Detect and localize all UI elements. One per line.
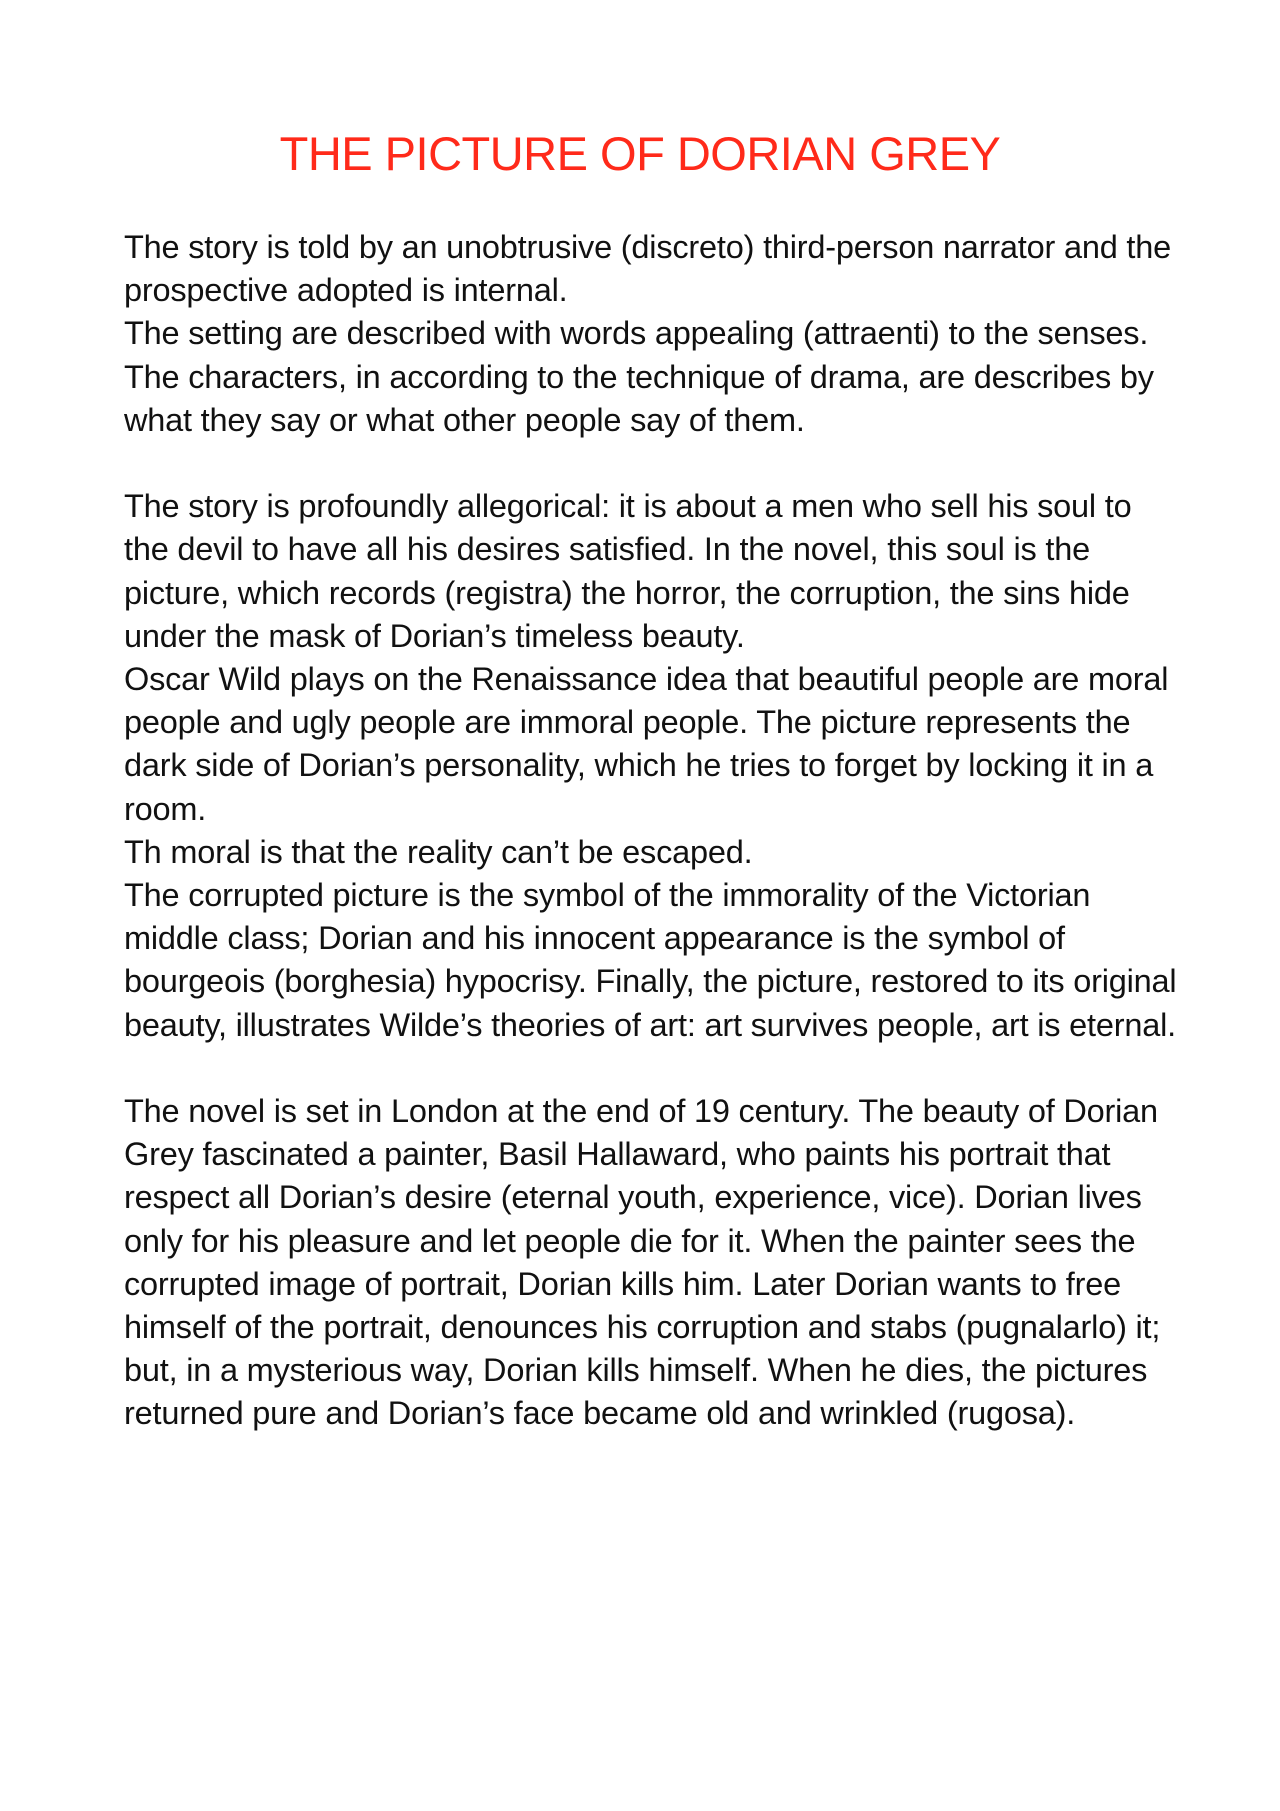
paragraph-narrator: The story is told by an unobtrusive (discreto) third-person narrator and the prospective adopted is internal. bbox=[124, 229, 1171, 309]
section-gap bbox=[124, 1047, 1184, 1090]
section-themes bbox=[124, 485, 1184, 1047]
paragraph-renaissance-idea: Oscar Wild plays on the Renaissance idea that beautiful people are moral people and ugly people are immoral people. The picture represents the dark side of Dorian’s personality, which he tries to forget by locking it in a room. bbox=[124, 661, 1169, 827]
document-title: THE PICTURE OF DORIAN GREY bbox=[279, 127, 1001, 180]
paragraph-setting: The setting are described with words appealing (attraenti) to the senses. bbox=[124, 315, 1149, 352]
paragraph-allegory: The story is profoundly allegorical: it is about a men who sell his soul to the devil to have all his desires satisfied. In the novel, this soul is the picture, which records (registra) the horror, the corruption, the sins hide under the mask of Dorian’s timeless beauty. bbox=[124, 488, 1132, 654]
paragraph-plot-summary: The novel is set in London at the end of 19 century. The beauty of Dorian Grey fascinated a painter, Basil Hallaward, who paints his portrait that respect all Dorian’s desire (eternal youth, experience, vice). Dorian lives only for his pleasure and let people die for it. When the painter sees the corrupted image of portrait, Dorian kills him. Later Dorian wants to free himself of the portrait, denounces his corruption and stabs (pugnalarlo) it; but, in a mysterious way, Dorian kills himself. When he dies, the pictures returned pure and Dorian’s face became old and wrinkled (rugosa). bbox=[124, 1093, 1161, 1432]
paragraph-moral: Th moral is that the reality can’t be escaped. bbox=[124, 833, 753, 870]
paragraph-symbolism: The corrupted picture is the symbol of the immorality of the Victorian middle class; Dorian and his innocent appearance is the symbol of bourgeois (borghesia) hypocrisy. Finally, the picture, restored to its original beauty, illustrates Wilde’s theories of art: art survives people, art is eternal. bbox=[124, 877, 1177, 1043]
section-plot bbox=[124, 1090, 1184, 1436]
section-narration bbox=[124, 226, 1184, 442]
paragraph-characters: The characters, in according to the technique of drama, are describes by what they say or what other people say of them. bbox=[124, 358, 1154, 438]
document-body bbox=[124, 226, 1184, 1436]
section-gap bbox=[124, 442, 1184, 485]
